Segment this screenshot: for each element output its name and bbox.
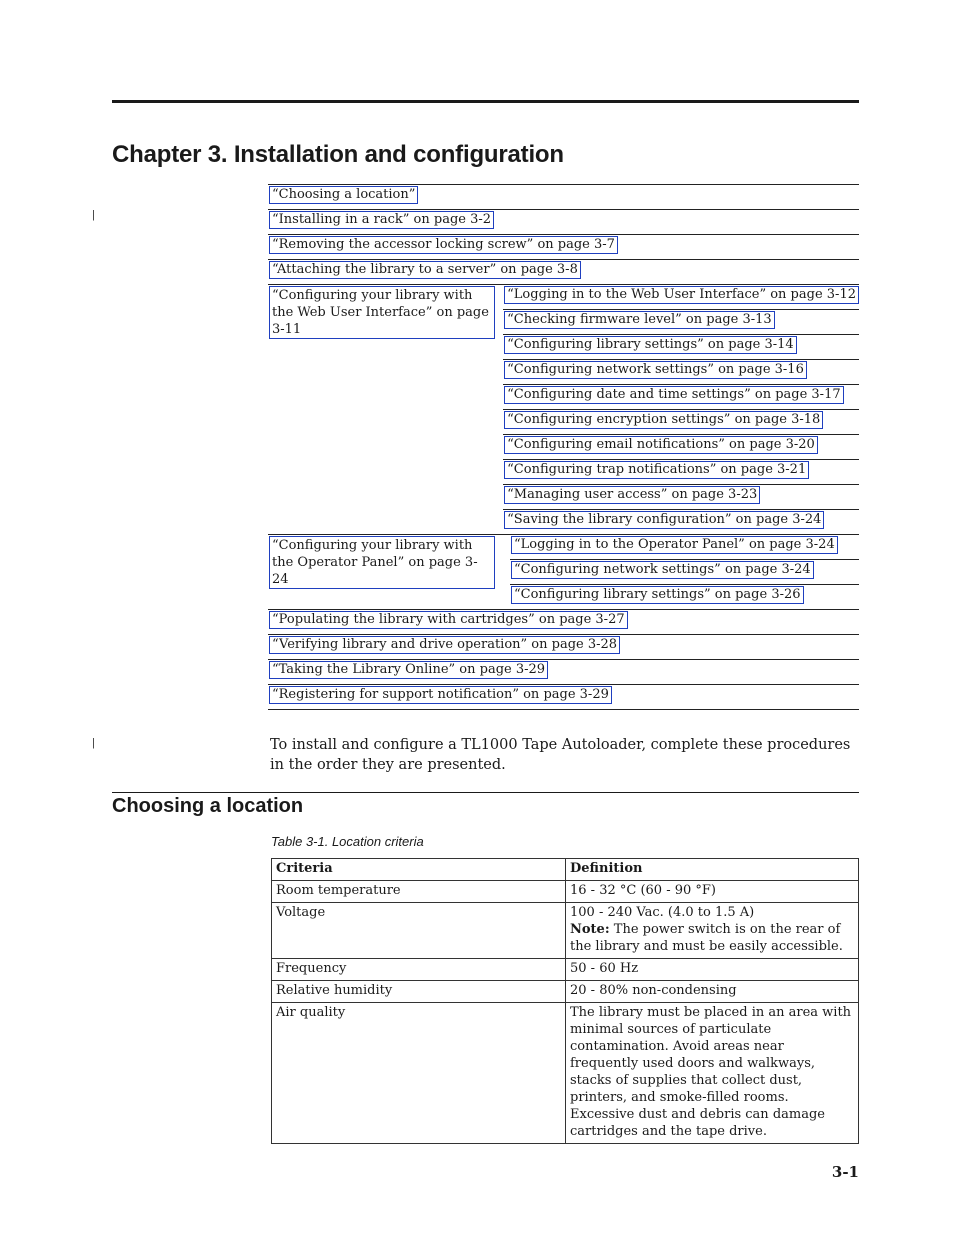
toc-link-encryption[interactable]: “Configuring encryption settings” on page 3-18 (504, 411, 823, 429)
toc-group-label-cell (268, 285, 503, 534)
column-header-definition: Definition (566, 859, 859, 881)
toc-link-email[interactable]: “Configuring email notifications” on page 3-20 (504, 436, 818, 454)
definition-cell: 50 - 60 Hz (566, 959, 859, 981)
definition-cell: 20 - 80% non-condensing (566, 981, 859, 1003)
toc-link-registering[interactable]: “Registering for support notification” on page 3-29 (269, 686, 612, 704)
toc-sub-row (503, 409, 859, 434)
toc-sub-row (503, 285, 859, 309)
toc-link-populating[interactable]: “Populating the library with cartridges” on page 3-27 (269, 611, 628, 629)
toc-link-configuring-web[interactable]: “Configuring your library with the Web User Interface” on page 3-11 (269, 286, 495, 339)
definition-text: 100 - 240 Vac. (4.0 to 1.5 A) (570, 905, 755, 920)
toc-sub-row (510, 584, 859, 609)
toc-group-web (268, 284, 859, 534)
table-caption: Table 3-1. Location criteria (271, 834, 424, 849)
toc-group-panel (268, 534, 859, 609)
table-row (272, 881, 859, 903)
table-row (272, 1003, 859, 1144)
toc-sub-row (503, 309, 859, 334)
toc-link-panel-login[interactable]: “Logging in to the Operator Panel” on page 3-24 (511, 536, 838, 554)
criteria-cell: Frequency (272, 959, 566, 981)
toc-link-firmware[interactable]: “Checking firmware level” on page 3-13 (504, 311, 775, 329)
change-bar: | (92, 209, 95, 221)
toc-group-items (503, 285, 859, 534)
toc-row (268, 234, 859, 259)
toc-group-label-cell (268, 535, 510, 609)
table-header-row (272, 859, 859, 881)
criteria-cell: Relative humidity (272, 981, 566, 1003)
section-rule (112, 792, 859, 793)
toc-sub-row (510, 535, 859, 559)
toc-link-attaching-server[interactable]: “Attaching the library to a server” on page 3-8 (269, 261, 581, 279)
table-row (272, 981, 859, 1003)
toc-sub-row (503, 384, 859, 409)
section-title: Choosing a location (112, 795, 304, 817)
criteria-cell: Voltage (272, 903, 566, 959)
intro-paragraph: To install and configure a TL1000 Tape Autoloader, complete these procedures in the order they are presented. (270, 737, 851, 773)
toc-link-installing-rack[interactable]: “Installing in a rack” on page 3-2 (269, 211, 494, 229)
toc-row (268, 184, 859, 209)
criteria-cell: Air quality (272, 1003, 566, 1144)
toc-sub-row (503, 359, 859, 384)
note (570, 921, 854, 955)
toc-row (268, 634, 859, 659)
column-header-criteria: Criteria (272, 859, 566, 881)
toc-link-user-access[interactable]: “Managing user access” on page 3-23 (504, 486, 760, 504)
toc-sub-row (503, 434, 859, 459)
top-rule (112, 100, 859, 103)
toc-link-taking-online[interactable]: “Taking the Library Online” on page 3-29 (269, 661, 548, 679)
note-text: The power switch is on the rear of the library and must be easily accessible. (570, 922, 843, 954)
toc-link-panel-network-settings[interactable]: “Configuring network settings” on page 3-24 (511, 561, 814, 579)
toc-sub-row (503, 509, 859, 534)
toc-link-web-login[interactable]: “Logging in to the Web User Interface” on page 3-12 (504, 286, 859, 304)
page-number: 3-1 (831, 1163, 859, 1181)
chapter-toc (268, 184, 859, 710)
toc-sub-row (503, 459, 859, 484)
toc-row (268, 684, 859, 710)
toc-link-date-time[interactable]: “Configuring date and time settings” on page 3-17 (504, 386, 843, 404)
location-criteria-table (271, 858, 859, 1144)
toc-link-verifying[interactable]: “Verifying library and drive operation” on page 3-28 (269, 636, 620, 654)
toc-row (268, 609, 859, 634)
table-row (272, 959, 859, 981)
toc-link-choosing-location[interactable]: “Choosing a location” (269, 186, 418, 204)
toc-link-removing-screw[interactable]: “Removing the accessor locking screw” on page 3-7 (269, 236, 618, 254)
toc-sub-row (503, 484, 859, 509)
toc-sub-row (503, 334, 859, 359)
toc-row (268, 209, 859, 234)
toc-link-web-library-settings[interactable]: “Configuring library settings” on page 3-14 (504, 336, 797, 354)
change-bar: | (92, 737, 95, 749)
toc-sub-row (510, 559, 859, 584)
toc-link-web-network-settings[interactable]: “Configuring network settings” on page 3-16 (504, 361, 807, 379)
definition-cell: The library must be placed in an area with minimal sources of particulate contamination. Avoid areas near frequently used doors and walkways, stacks of supplies that collect dust, printers, and smoke-filled rooms. Excessive dust and debris can damage cartridges and the tape drive. (566, 1003, 859, 1144)
definition-cell (566, 903, 859, 959)
toc-row (268, 259, 859, 284)
definition-cell: 16 - 32 °C (60 - 90 °F) (566, 881, 859, 903)
toc-link-trap[interactable]: “Configuring trap notifications” on page 3-21 (504, 461, 809, 479)
toc-group-items (510, 535, 859, 609)
toc-link-panel-library-settings[interactable]: “Configuring library settings” on page 3-26 (511, 586, 804, 604)
toc-link-saving-config[interactable]: “Saving the library configuration” on page 3-24 (504, 511, 824, 529)
toc-link-configuring-panel[interactable]: “Configuring your library with the Operator Panel” on page 3-24 (269, 536, 495, 589)
table-row (272, 903, 859, 959)
note-label: Note: (570, 922, 610, 937)
chapter-title: Chapter 3. Installation and configuration (112, 141, 564, 168)
criteria-cell: Room temperature (272, 881, 566, 903)
toc-row (268, 659, 859, 684)
